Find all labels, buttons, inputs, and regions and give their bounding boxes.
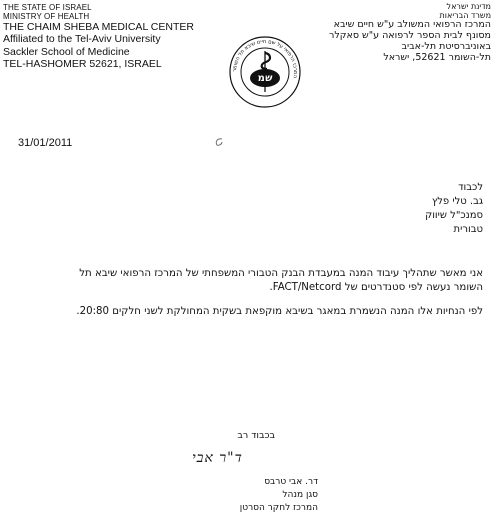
school-en: Sackler School of Medicine <box>3 45 130 58</box>
stray-mark-icon <box>214 137 224 147</box>
letter-date: 31/01/2011 <box>18 137 73 149</box>
signer-role: סגן מנהל <box>282 490 318 500</box>
ministry-name-en: MINISTRY OF HEALTH <box>3 12 90 22</box>
state-name-he: מדינת ישראל <box>446 2 491 11</box>
university-he: באוניברסיטת תל-אביב <box>401 41 491 53</box>
recipient-salutation: לכבוד <box>458 182 483 193</box>
letter-body <box>16 267 483 319</box>
signer-block <box>240 476 318 515</box>
center-name-en: THE CHAIM SHEBA MEDICAL CENTER <box>3 21 194 34</box>
signer-name: דר. אבי טרבס <box>264 477 318 487</box>
letterhead-hebrew <box>281 2 491 64</box>
body-paragraph-1 <box>16 267 483 295</box>
sheba-logo-seal <box>229 36 301 108</box>
affiliation-he: מסונף לבית הספר לרפואה ע"ש סאקלר <box>328 30 491 42</box>
body-line-2: השומר נעשה לפי סטנדרטים של FACT/Netcord. <box>269 282 483 293</box>
address-en: TEL-HASHOMER 52621, ISRAEL <box>3 57 162 70</box>
recipient-name: גב. טלי פלץ <box>431 196 483 207</box>
affiliation-en: Affiliated to the Tel-Aviv University <box>3 33 161 46</box>
letterhead-english <box>3 3 203 70</box>
recipient-block <box>425 181 483 237</box>
recipient-company: טבורית <box>453 224 483 235</box>
body-paragraph-2: לפי הנחיות אלו המנה הנשמרת במאגר בשיבא מוקפאת בשקית המחולקת לשני חלקים 20:80. <box>76 306 483 317</box>
handwritten-signature: ד"ר אבי <box>192 450 243 466</box>
logo-monogram: שמ <box>257 73 273 84</box>
closing-phrase: בכבוד רב <box>237 430 275 441</box>
center-name-he: המרכז הרפואי המשולב ע"ש חיים שיבא <box>333 19 491 31</box>
body-line-1: אני מאשר שתהליך עיבוד המנה במעבדת הבנק הטבורי המשפחתי של המרכז הרפואי שיבא תל <box>79 268 483 279</box>
address-he: תל-השומר 52621, ישראל <box>383 52 491 64</box>
recipient-title: סמנכ"ל שיווק <box>425 210 483 221</box>
ministry-name-he: משרד הבריאות <box>439 11 491 21</box>
logo-ring-text: המרכז הרפואי על שם חיים שיבא תל השומר <box>231 38 299 79</box>
state-name-en: THE STATE OF ISRAEL <box>3 3 92 12</box>
signer-unit: המרכז לחקר הסרטן <box>239 503 318 513</box>
